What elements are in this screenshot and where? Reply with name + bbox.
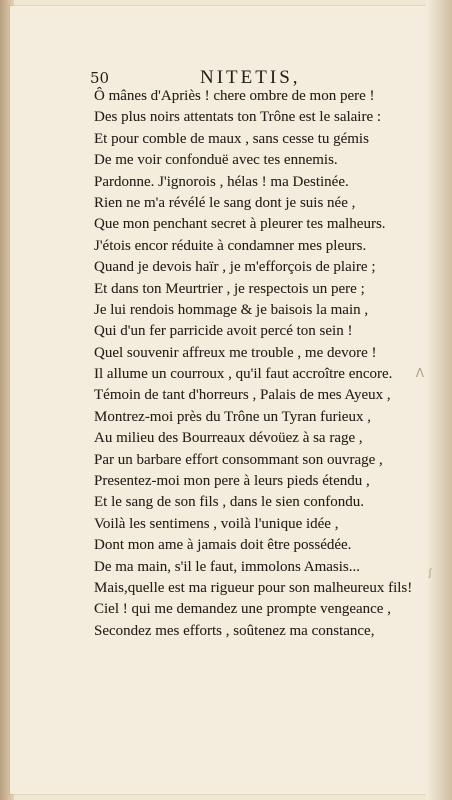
verse-line: De ma main, s'il le faut, immolons Amasis... <box>94 558 361 575</box>
verse-line: Je lui rendois hommage & je baisois la main , <box>94 301 369 318</box>
verse-line: Secondez mes efforts , soûtenez ma constance, <box>94 622 375 639</box>
verse-line: Ô mânes d'Apriès ! chere ombre de mon pere ! <box>94 88 375 104</box>
margin-mark: Λ <box>415 366 424 380</box>
verse-line: Il allume un courroux , qu'il faut accroître encore. <box>94 366 393 383</box>
margin-mark: ʃ <box>428 568 432 579</box>
verse-line: Et dans ton Meurtrier , je respectois un pere ; <box>94 280 365 297</box>
verse-line: Montrez-moi près du Trône un Tyran furieux , <box>94 408 371 425</box>
verse-line: Et pour comble de maux , sans cesse tu gémis <box>94 130 369 147</box>
right-page-edge <box>426 0 452 800</box>
verse-line: Par un barbare effort consommant son ouvrage , <box>94 451 383 468</box>
verse-line: Et le sang de son fils , dans le sien confondu. <box>94 494 364 511</box>
verse-line: Des plus noirs attentats ton Trône est le salaire : <box>94 109 382 126</box>
verse-text <box>94 86 426 642</box>
page-number: 50 <box>90 69 110 87</box>
running-title: NITETIS, <box>200 67 301 88</box>
verse-line: Voilà les sentimens , voilà l'unique idée , <box>94 515 339 532</box>
verse-line: Quand je devois haïr , je m'efforçois de plaire ; <box>94 259 376 276</box>
verse-line: Quel souvenir affreux me trouble , me devore ! <box>94 344 377 361</box>
verse-line: Au milieu des Bourreaux dévoüez à sa rage , <box>94 430 363 447</box>
verse-line: De me voir confonduë avec tes ennemis. <box>94 152 338 169</box>
verse-line: Presentez-moi mon pere à leurs pieds étendu , <box>94 473 370 490</box>
verse-line: Ciel ! qui me demandez une prompte vengeance , <box>94 601 391 618</box>
verse-line: Que mon penchant secret à pleurer tes malheurs. <box>94 216 386 233</box>
verse-line: Qui d'un fer parricide avoit percé ton sein ! <box>94 323 353 340</box>
verse-line: Témoin de tant d'horreurs , Palais de mes Ayeux , <box>94 387 391 404</box>
verse-line: Dont mon ame à jamais doit être possédée. <box>94 537 352 554</box>
verse-line: J'étois encor réduite à condamner mes pleurs. <box>94 237 367 254</box>
verse-line: Pardonne. J'ignorois , hélas ! ma Destinée. <box>94 173 349 190</box>
verse-line: Rien ne m'a révélé le sang dont je suis née , <box>94 194 356 211</box>
verse-line: Mais,quelle est ma rigueur pour son malheureux fils! <box>94 579 413 596</box>
